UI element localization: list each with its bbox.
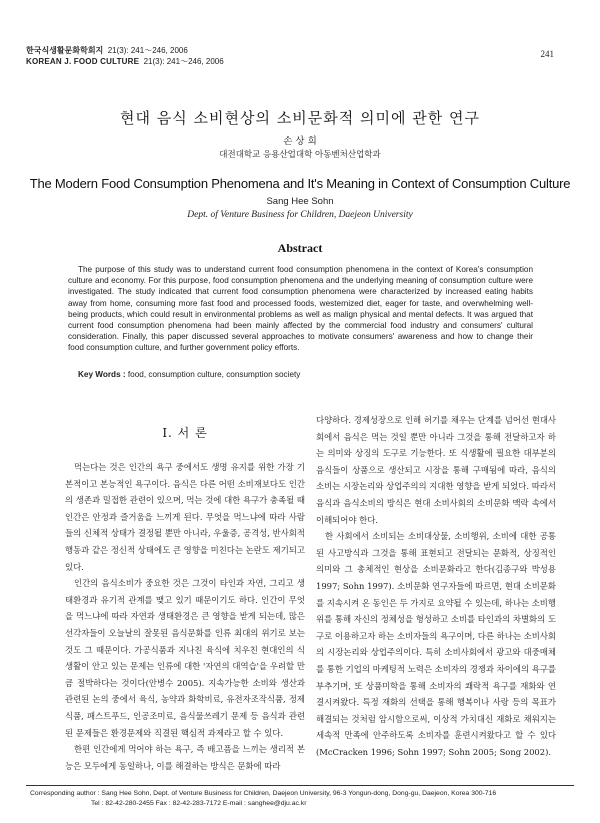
body-paragraph: 한 사회에서 소비되는 소비대상물, 소비행위, 소비에 대한 공통된 사고방식과 그것을 통해 표현되고 전달되는 문화적, 상징적인 의미와 그 총체적인 현상을 소비문화라고 한다(김종구와 박성용 1997; Sohn 1997). 소비문화 연구자들에 따르면, 현대 소비문화를 지속시켜 온 동인은 두 가지로 요약될 수 있는데, 하나는 소비행위를 통해 자신의 정체성을 형성하고 소비를 타인과의 차별화의 도구로 이용하고자 하는 소비자들의 욕구이며, 다른 하나는 소비사회의 시장논리와 상업주의이다. 특히 소비사회에서 광고와 대중매체를 통한 기업의 마케팅적 노력은 소비자의 경쟁과 차이에의 욕구를 부추기며, 또 상품미학을 통해 소비자의 쾌락적 욕구를 재화와 연결시켜왔다. 특정 재화의 선택을 통해 행복이나 사랑 등의 목표가 해결되는 것처럼 암시함으로써, 이상적 가치대신 재화로 채워지는 세속적 만족에 안주하도록 소비자를 훈련시켜왔다고 할 수 있다(McCracken 1996; Sohn 1997; Sohn 2005; Song 2002). bbox=[316, 531, 556, 757]
corresponding-author-footnote bbox=[30, 789, 496, 808]
section-heading-introduction: Ⅰ. 서 론 bbox=[162, 426, 208, 440]
abstract-text: The purpose of this study was to understand current food consumption phenomena in the context of Korea's consumption culture and economy. For this purpose, food consumption phenomena and the underlying meaning of consumption culture were investigated. The study indicated that current food consumption phenomena were characterized by increased eating habits away from home, consuming more fast food and processed foods, westernized diet, eager for taste, and overwhelming well-being products, which could result in environmental problems as well as malign physical and mental defects. It was argued that current food consumption phenomena had been mainly affected by the commercial food industry and consumers' cultural consideration. Finally, this paper discussed several approaches to motivate consumers' awareness and how to change their food consumption culture, and further government policy efforts. bbox=[68, 265, 533, 353]
keywords-value: food, consumption culture, consumption society bbox=[127, 370, 301, 379]
abstract-heading: Abstract bbox=[277, 241, 323, 255]
journal-citation-kr: 21(3): 241～246, 2006 bbox=[107, 46, 188, 55]
footnote-address: Corresponding author : Sang Hee Sohn, Dept. of Venture Business for Children, Daejeon University, 96-3 Yongun-dong, Dong-gu, Daejeon, Korea 300-716 bbox=[30, 790, 497, 797]
journal-citation-en: 21(3): 241～246, 2006 bbox=[143, 57, 224, 66]
journal-header bbox=[26, 45, 224, 67]
affiliation-english: Dept. of Venture Business for Children, Daejeon University bbox=[187, 210, 413, 220]
keywords bbox=[78, 370, 300, 379]
footnote-contact: Tel : 82-42-280-2455 Fax : 82-42-283-7172 E-mail : sanghee@dju.ac.kr bbox=[91, 799, 307, 807]
footnote-divider bbox=[26, 785, 574, 786]
author-english: Sang Hee Sohn bbox=[266, 196, 334, 207]
journal-name-kr: 한국식생활문화학회지 bbox=[26, 46, 104, 55]
body-column-right bbox=[316, 412, 556, 760]
body-paragraph: 먹는다는 것은 인간의 욕구 중에서도 생명 유지를 위한 가장 기본적이고 본능적인 욕구이다. 음식은 다른 어떤 소비재보다도 인간의 생존과 밀접한 관련이 있으며, 먹는 것에 대한 욕구가 충족될 때 인간은 안정과 즐거움을 느끼게 된다. 무엇을 먹느냐에 따라 사람들의 신체적 상태가 결정될 뿐만 아니라, 우울증, 공격성, 반사회적 행동과 같은 정신적 상태에도 큰 영향을 미친다는 논란도 제기되고 있다. bbox=[65, 462, 305, 572]
journal-name-en: KOREAN J. FOOD CULTURE bbox=[26, 57, 140, 66]
body-paragraph: 인간의 음식소비가 중요한 것은 그것이 타인과 자연, 그리고 생태환경과 유기적 관계를 맺고 있기 때문이기도 하다. 인간이 무엇을 먹느냐에 따라 자연과 생태환경은 큰 영향을 받게 되는데, 많은 선각자들이 오늘날의 잘못된 음식문화를 인류 최대의 위기로 보는 것도 그 때문이다. 가공식품과 지나친 육식에 치우친 현대인의 식생활이 안고 있는 문제는 인류에 대한 '자연의 대역습'을 우려할 만큼 절박하다는 것이다(안병수 2005). 지속가능한 소비와 생산과 관련된 논의 중에서 육식, 농약과 화학비료, 유전자조작식품, 정제식품, 패스트푸드, 인공조미료, 음식물쓰레기 문제 등 음식과 관련된 문제들은 환경문제와 직결된 핵심적 과제라고 할 수 있다. bbox=[65, 578, 305, 738]
title-english: The Modern Food Consumption Phenomena and It's Meaning in Context of Consumption Culture bbox=[29, 176, 571, 191]
body-paragraph: 한편 인간에게 먹어야 하는 욕구, 즉 배고픔을 느끼는 생리적 본능은 모두에게 동일하나, 이를 해결하는 방식은 문화에 따라 bbox=[65, 744, 305, 771]
affiliation-korean: 대전대학교 응용산업대학 아동벤처산업학과 bbox=[219, 150, 381, 160]
body-column-left bbox=[65, 459, 305, 774]
body-paragraph: 다양하다. 경제성장으로 인해 허기를 채우는 단계를 넘어선 현대사회에서 음식은 먹는 것일 뿐만 아니라 그것을 통해 전달하고자 하는 의미와 상징의 도구로 기능한다. 또 식생활에 필요한 대부분의 음식들이 상품으로 생산되고 시장을 통해 구매됨에 따라, 음식의 소비는 시장논리와 상업주의의 지대한 영향을 받게 되었다. 따라서 음식과 음식소비의 방식은 현대 소비사회의 소비문화 맥락 속에서 이해되어야 한다. bbox=[316, 415, 556, 525]
keywords-label: Key Words : bbox=[78, 370, 126, 379]
title-korean: 현대 음식 소비현상의 소비문화적 의미에 관한 연구 bbox=[120, 109, 480, 127]
author-korean: 손 상 희 bbox=[283, 136, 317, 147]
page-number: 241 bbox=[540, 49, 554, 59]
